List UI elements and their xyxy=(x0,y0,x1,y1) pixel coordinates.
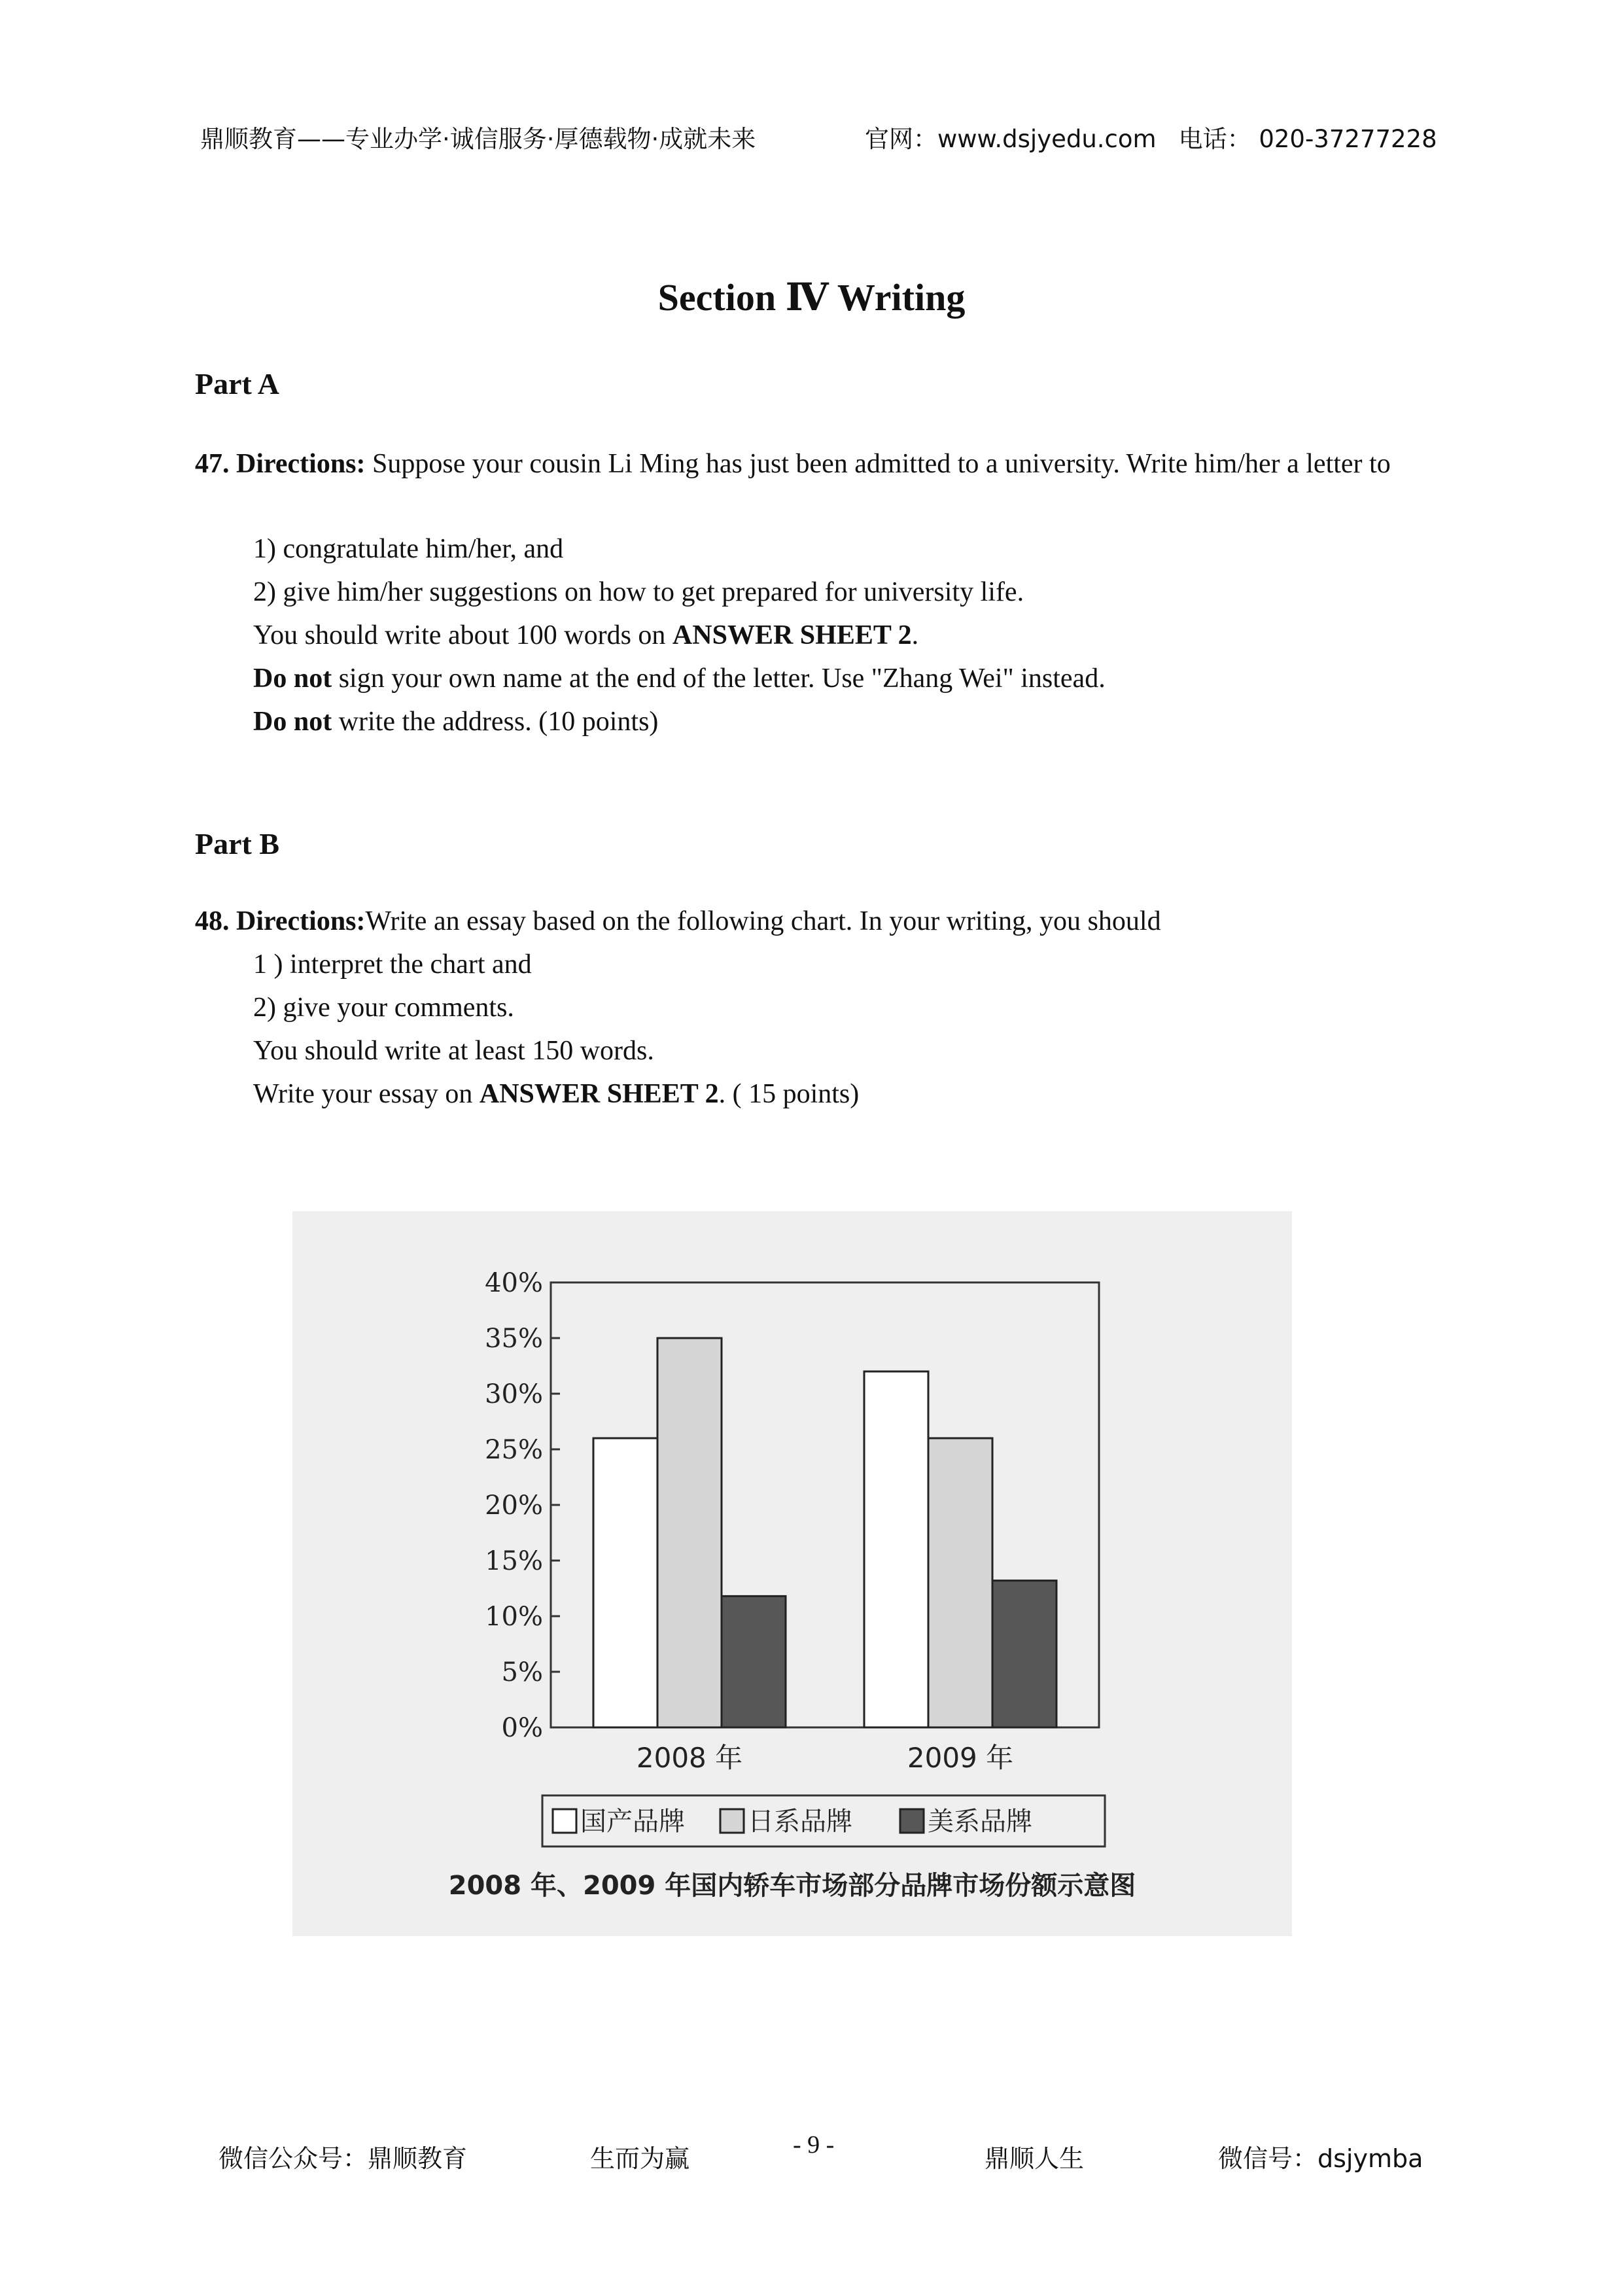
q47-address-note xyxy=(253,706,658,737)
y-tick-label: 25% xyxy=(485,1435,543,1465)
q47-word-count xyxy=(253,620,918,651)
part-b-heading: Part B xyxy=(195,827,280,860)
q47-word-count-end: . xyxy=(911,620,919,650)
q48-answer-sheet-note xyxy=(253,1078,859,1110)
q47-text: Suppose your cousin Li Ming has just been admitted to a university. Write him/her a letter to xyxy=(365,449,1391,479)
y-tick-label: 35% xyxy=(485,1324,543,1354)
header-website: 官网：www.dsjyedu.com xyxy=(865,125,1157,153)
legend-swatch xyxy=(900,1809,924,1833)
bar-1-2 xyxy=(864,1371,928,1727)
legend-label: 美系品牌 xyxy=(928,1807,1032,1837)
q48-item-2: 2) give your comments. xyxy=(253,993,514,1023)
q48-text: Write an essay based on the following chart. In your writing, you should xyxy=(365,906,1161,936)
section-title: Section Ⅳ Writing xyxy=(657,276,966,319)
footer-brand: 鼎顺人生 xyxy=(985,2144,1085,2173)
footer-wechat-id: 微信号：dsjymba xyxy=(1218,2144,1423,2173)
bar-chart-svg xyxy=(292,1211,1292,1936)
y-tick-label: 5% xyxy=(501,1657,543,1687)
q48-answer-sheet: ANSWER SHEET 2 xyxy=(479,1079,719,1109)
bar-1-1 xyxy=(593,1438,657,1727)
y-tick-label: 15% xyxy=(485,1546,543,1576)
part-a-heading: Part A xyxy=(195,367,280,400)
q48-label: 48. Directions: xyxy=(195,906,366,936)
x-category-label: 2008 年 xyxy=(636,1742,743,1774)
q48-essay-text: Write your essay on xyxy=(253,1079,480,1109)
page-number: - 9 - xyxy=(793,2131,835,2159)
y-tick-label: 40% xyxy=(485,1268,543,1298)
bar-3-2 xyxy=(992,1581,1056,1727)
q47-donot-2: Do not xyxy=(253,707,332,737)
q47-item-2: 2) give him/her suggestions on how to get prepared for university life. xyxy=(253,577,1024,607)
q47-signature-text: sign your own name at the end of the letter. Use "Zhang Wei" instead. xyxy=(332,663,1106,694)
q48-item-1: 1 ) interpret the chart and xyxy=(253,949,532,980)
market-share-chart xyxy=(292,1211,1292,1936)
bar-3-1 xyxy=(722,1596,786,1727)
q47-word-count-text: You should write about 100 words on xyxy=(253,620,672,650)
bar-2-2 xyxy=(928,1438,992,1727)
q47-answer-sheet: ANSWER SHEET 2 xyxy=(672,620,912,650)
footer-wechat-public: 微信公众号：鼎顺教育 xyxy=(218,2144,468,2173)
header-contact xyxy=(865,119,1459,154)
q48-word-count: You should write at least 150 words. xyxy=(253,1036,654,1066)
bar-2-1 xyxy=(657,1338,722,1727)
legend-label: 日系品牌 xyxy=(748,1807,852,1837)
chart-title: 2008 年、2009 年国内轿车市场部分品牌市场份额示意图 xyxy=(448,1871,1136,1901)
legend-swatch xyxy=(553,1809,576,1833)
q47-signature-note xyxy=(253,663,1106,694)
y-tick-label: 10% xyxy=(485,1602,543,1632)
legend-swatch xyxy=(720,1809,744,1833)
q48-points: . ( 15 points) xyxy=(718,1079,860,1109)
q48-directions xyxy=(195,906,1161,937)
q47-address-text: write the address. (10 points) xyxy=(332,707,659,737)
x-category-label: 2009 年 xyxy=(907,1742,1014,1774)
header-phone: 电话： 020-37277228 xyxy=(1178,125,1437,153)
q47-donot-1: Do not xyxy=(253,663,332,694)
legend-label: 国产品牌 xyxy=(580,1807,685,1837)
q47-label: 47. Directions: xyxy=(195,449,366,479)
q47-item-1: 1) congratulate him/her, and xyxy=(253,534,564,564)
y-tick-label: 0% xyxy=(501,1713,543,1743)
y-tick-label: 30% xyxy=(485,1379,543,1409)
header-slogan: 鼎顺教育——专业办学·诚信服务·厚德载物·成就未来 xyxy=(200,125,756,153)
q47-directions xyxy=(195,442,1451,486)
y-tick-label: 20% xyxy=(485,1491,543,1521)
footer-slogan: 生而为赢 xyxy=(590,2144,690,2173)
